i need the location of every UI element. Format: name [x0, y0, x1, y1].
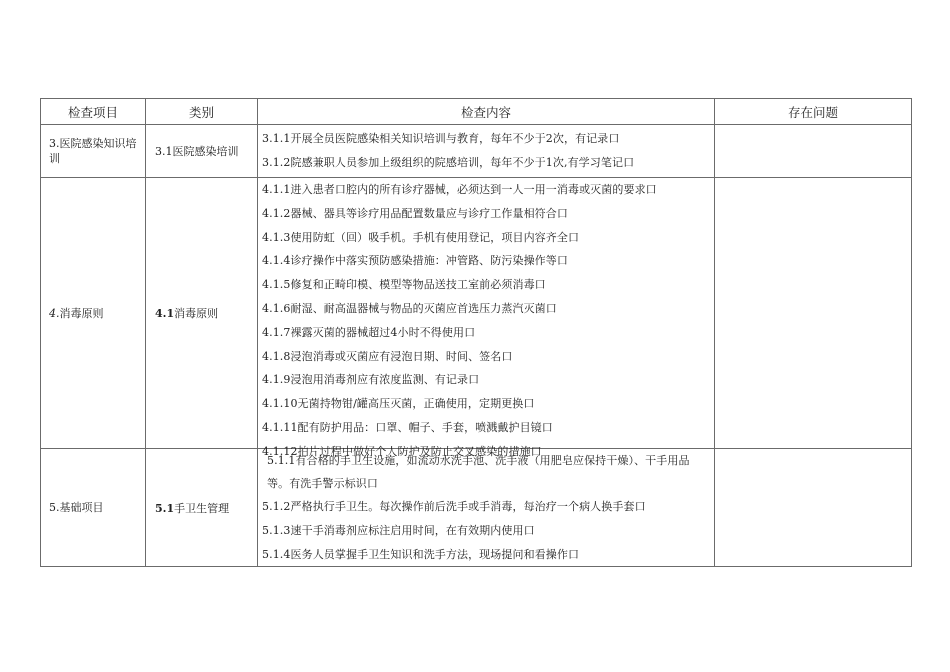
content-line: 3.1.1开展全员医院感染相关知识培训与教育，每年不少于2次，有记录口: [262, 132, 620, 145]
content-line: 4.1.3使用防虹（回）吸手机。手机有使用登记，项目内容齐全口: [262, 230, 580, 244]
category-label: 消毒原则: [174, 307, 219, 320]
content-cell: [258, 125, 715, 178]
item-label: 消毒原则: [59, 306, 104, 320]
content-line: 5.1.1有合格的手卫生设施，如流动水洗手池、洗手液（用肥皂应保持干燥）、干手用品等。有洗手警示标识口: [267, 454, 690, 490]
category-number: 4.1: [155, 307, 175, 320]
content-line: 5.1.4医务人员掌握手卫生知识和洗手方法，现场提问和看操作口: [262, 547, 580, 561]
table-row: [41, 125, 912, 178]
header-existing-problems: 存在问题: [715, 99, 912, 125]
content-line: 4.1.7裸露灭菌的器械超过4小时不得使用口: [262, 325, 476, 339]
content-line: 4.1.2器械、器具等诊疗用品配置数量应与诊疗工作量相符合口: [262, 206, 568, 220]
item-number: 4.: [49, 306, 60, 320]
problems-cell: [715, 449, 912, 567]
table-row: [41, 449, 912, 567]
header-row: [41, 99, 912, 125]
content-line: 4.1.12拍片过程中做好个人防护及防止交叉感染的措施口: [262, 444, 542, 458]
content-cell: [258, 178, 715, 458]
content-line: 4.1.1进入患者口腔内的所有诊疗器械，必须达到一人一用一消毒或灭菌的要求口: [262, 183, 657, 196]
content-line: 4.1.11配有防护用品：口罩、帽子、手套，喷溅戴护目镜口: [262, 420, 553, 434]
category-cell: 3.1医院感染培训: [146, 125, 258, 178]
content-line: 4.1.8浸泡消毒或灭菌应有浸泡日期、时间、签名口: [262, 349, 513, 363]
inspection-table: [40, 98, 912, 567]
header-inspection-item: 检查项目: [41, 99, 146, 125]
content-line: 5.1.2严格执行手卫生。每次操作前后洗手或手消毒，每治疗一个病人换手套口: [262, 500, 646, 513]
item-number: 3.: [49, 137, 60, 150]
content-line: 5.1.3速干手消毒剂应标注启用时间，在有效期内使用口: [262, 523, 535, 537]
item-cell: [41, 125, 146, 178]
content-line: 4.1.10无菌持物钳/罐高压灭菌，正确使用，定期更换口: [262, 397, 535, 411]
problems-cell: [715, 178, 912, 449]
problems-cell: [715, 125, 912, 178]
category-label: 手卫生管理: [174, 501, 230, 515]
category-cell: [146, 449, 258, 567]
content-line: 4.1.5修复和正畸印模、模型等物品送技工室前必须消毒口: [262, 278, 546, 292]
category-number: 5.1: [155, 501, 175, 515]
item-cell: [41, 178, 146, 449]
table-row: [41, 178, 912, 449]
content-line: 4.1.6耐湿、耐高温器械与物品的灭菌应首选压力蒸汽灭菌口: [262, 301, 557, 315]
item-cell: [41, 449, 146, 567]
item-label: 基础项目: [59, 501, 104, 514]
item-label: 医院感染知识培训: [49, 137, 137, 165]
content-line: 4.1.4诊疗操作中落实预防感染措施：冲管路、防污染操作等口: [262, 254, 568, 268]
content-cell: [258, 449, 715, 567]
header-inspection-content: 检查内容: [258, 99, 715, 125]
category-cell: [146, 178, 258, 449]
item-number: 5.: [49, 501, 60, 514]
content-line: 4.1.9浸泡用消毒剂应有浓度监测、有记录口: [262, 373, 480, 387]
content-line: 3.1.2院感兼职人员参加上级组织的院感培训，每年不少于1次,有学习笔记口: [262, 155, 635, 169]
header-category: 类别: [146, 99, 258, 125]
